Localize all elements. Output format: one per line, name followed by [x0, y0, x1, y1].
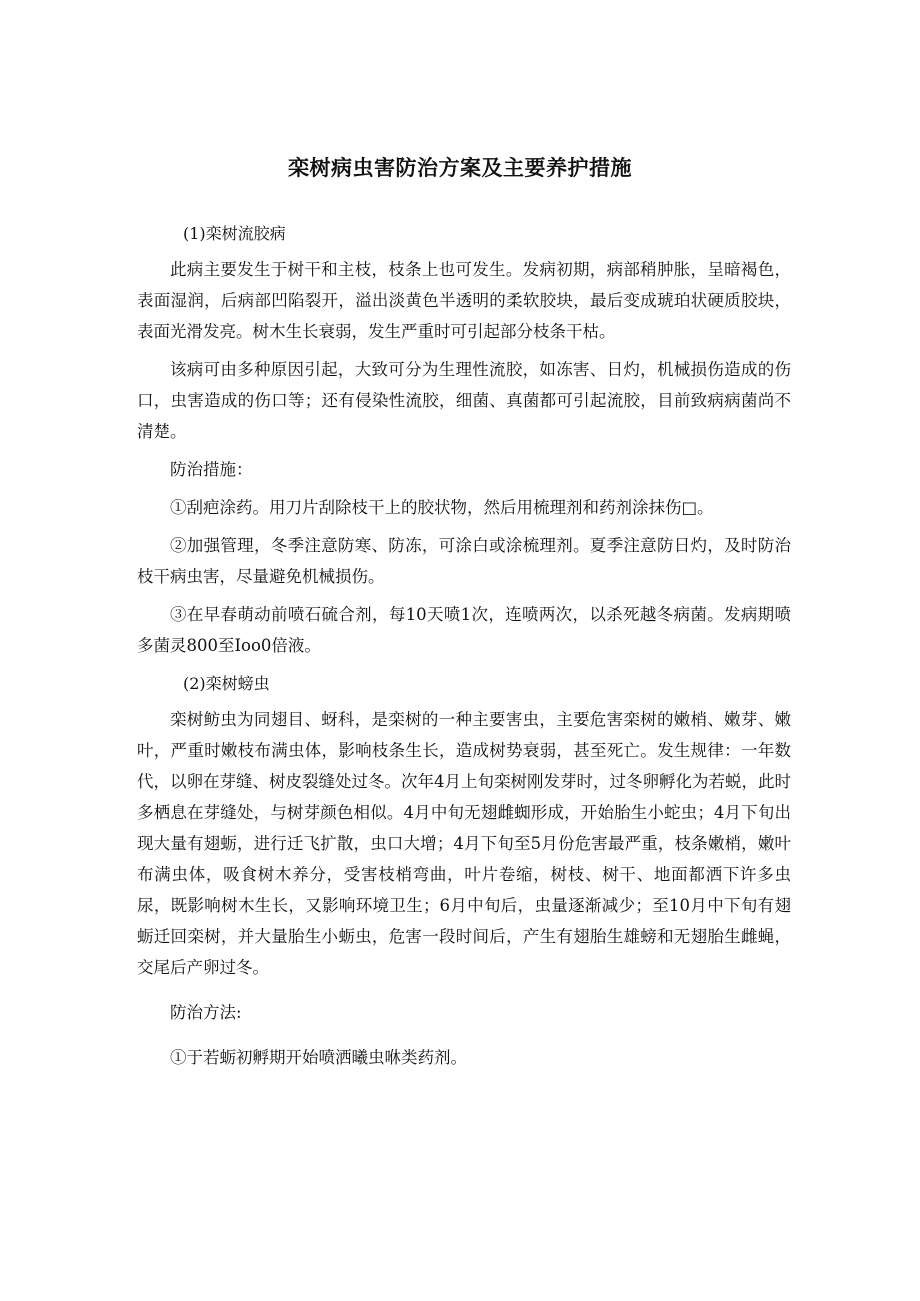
section1-measure-1: ①刮疤涂药。用刀片刮除枝干上的胶状物，然后用梳理剂和药剂涂抹伤□。 [170, 498, 714, 517]
section-heading-1: (1)栾树流胶病 [183, 224, 286, 243]
section2-methods-label: 防治方法: [170, 1003, 242, 1022]
section2-paragraph-description: 栾树鲂虫为同翅目、蚜科，是栾树的一种主要害虫，主要危害栾树的嫩梢、嫩芽、嫩叶，严重时嫩枝布满虫体，影响枝条生长，造成树势衰弱，甚至死亡。发生规律：一年数代，以卵在芽缝、树皮裂缝处过冬。次年4月上旬栾树刚发芽时，过冬卵孵化为若蜕，此时多栖息在芽缝处，与树芽颜色相似。4月中旬无翅雌蜘形成，开始胎生小蛇虫；4月下旬出现大量有翅蛎，进行迁飞扩散，虫口大增；4月下旬至5月份危害最严重，枝条嫩梢，嫩叶布满虫体，吸食树木养分，受害枝梢弯曲，叶片卷缩，树枝、树干、地面都洒下许多虫尿，既影响树木生长，又影响环境卫生；6月中旬后，虫量逐渐减少；至10月中下旬有翅蛎迁回栾树，并大量胎生小蛎虫，危害一段时间后，产生有翅胎生雄螃和无翅胎生雌蝇，交尾后产卵过冬。 [137, 710, 791, 977]
section1-paragraph-causes: 该病可由多种原因引起，大致可分为生理性流胶，如冻害、日灼，机械损伤造成的伤口，虫害造成的伤口等；还有侵染性流胶，细菌、真菌都可引起流胶，目前致病病菌尚不清楚。 [137, 360, 791, 441]
section1-paragraph-symptoms: 此病主要发生于树干和主枝，枝条上也可发生。发病初期，病部稍肿胀，呈暗褐色，表面湿润，后病部凹陷裂开，溢出淡黄色半透明的柔软胶块，最后变成琥珀状硬质胶块，表面光滑发亮。树木生长衰弱，发生严重时可引起部分枝条干枯。 [137, 260, 791, 341]
section1-measure-3: ③在早春萌动前喷石硫合剂，每10天喷1次，连喷两次，以杀死越冬病菌。发病期喷多菌灵800至Ioo0倍液。 [137, 605, 791, 655]
section2-method-1: ①于若蛎初孵期开始喷洒曦虫咻类药剂。 [170, 1048, 467, 1067]
section1-measures-label: 防治措施： [170, 460, 253, 479]
section1-measure-2: ②加强管理，冬季注意防寒、防冻，可涂白或涂梳理剂。夏季注意防日灼，及时防治枝干病虫害，尽量避免机械损伤。 [137, 536, 791, 586]
section-heading-2: (2)栾树螃虫 [183, 674, 270, 693]
document-title: 栾树病虫害防治方案及主要养护措施 [288, 156, 632, 180]
document-body [137, 218, 791, 1080]
